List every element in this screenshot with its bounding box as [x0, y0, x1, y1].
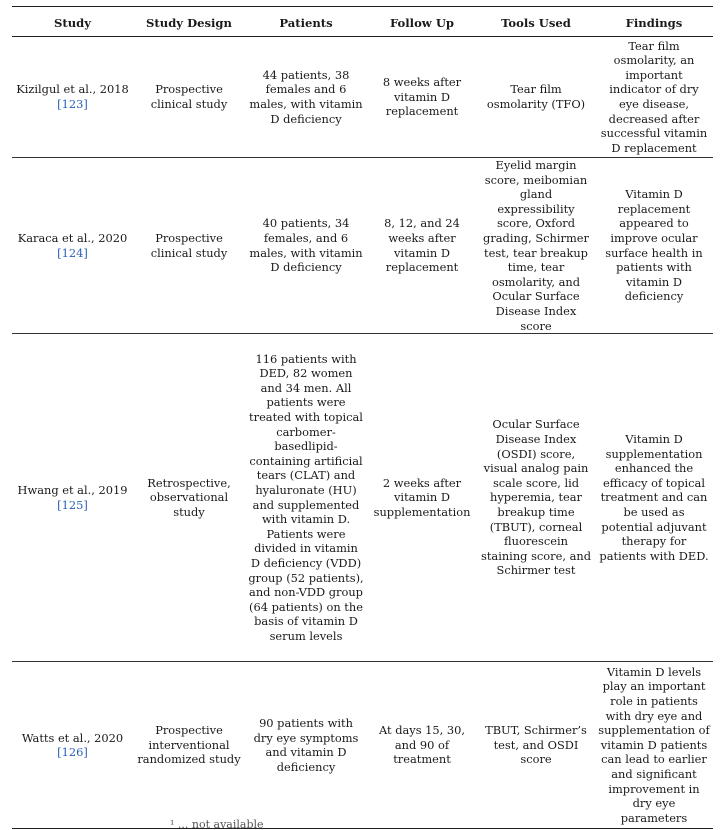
tools-cell: Tear film osmolarity (TFO)	[477, 37, 595, 158]
header-tools-used: Tools Used	[477, 7, 595, 37]
study-name: Kizilgul et al., 2018	[16, 82, 129, 97]
table-header-row	[12, 7, 713, 37]
tools-cell: Ocular Surface Disease Index (OSDI) score, visual analog pain scale score, lid hyperemia, tear breakup time (TBUT), corneal fluorescein staining score, and Schirmer test	[477, 334, 595, 662]
findings-cell: Vitamin D supplementation enhanced the efficacy of topical treatment and can be used as potential adjuvant therapy for patients with DED.	[595, 334, 713, 662]
study-design-cell: Retrospective, observational study	[133, 334, 245, 662]
footnote-fragment: ¹ ... not available	[170, 818, 264, 830]
header-study: Study	[12, 7, 133, 37]
table-row	[12, 334, 713, 662]
findings-cell: Tear film osmolarity, an important indicator of dry eye disease, decreased after successful vitamin D replacement	[595, 37, 713, 158]
findings-cell: Vitamin D levels play an important role in patients with dry eye and supplementation of vitamin D patients can lead to earlier and significant improvement in dry eye parameters	[595, 662, 713, 829]
patients-cell: 44 patients, 38 females and 6 males, with vitamin D deficiency	[245, 37, 367, 158]
findings-cell: Vitamin D replacement appeared to improve ocular surface health in patients with vitamin D deficiency	[595, 158, 713, 334]
header-patients: Patients	[245, 7, 367, 37]
study-name: Karaca et al., 2020	[17, 230, 128, 245]
follow-up-cell: 8 weeks after vitamin D replacement	[367, 37, 477, 158]
tools-cell: TBUT, Schirmer’s test, and OSDI score	[477, 662, 595, 829]
header-study-design: Study Design	[133, 7, 245, 37]
patients-cell: 40 patients, 34 females, and 6 males, with vitamin D deficiency	[245, 158, 367, 334]
reference-link[interactable]: [123]	[57, 97, 88, 111]
reference-link[interactable]: [125]	[57, 497, 88, 512]
table-row	[12, 662, 713, 829]
tools-cell: Eyelid margin score, meibomian gland expressibility score, Oxford grading, Schirmer test, tear breakup time, tear osmolarity, and Ocular Surface Disease Index score	[477, 158, 595, 334]
study-name: Hwang et al., 2019	[17, 483, 128, 498]
table-row	[12, 158, 713, 334]
study-design-cell: Prospective clinical study	[133, 37, 245, 158]
table-row	[12, 37, 713, 158]
study-cell	[12, 37, 133, 158]
study-cell	[12, 662, 133, 829]
patients-cell: 116 patients with DED, 82 women and 34 men. All patients were treated with topical carbomer-basedlipid-containing artificial tears (CLAT) and hyaluronate (HU) and supplemented with vitamin D. Patients were divided in vitamin D deficiency (VDD) group (52 patients), and non-VDD group (64 patients) on the basis of vitamin D serum levels	[245, 334, 367, 662]
follow-up-cell: 8, 12, and 24 weeks after vitamin D replacement	[367, 158, 477, 334]
study-design-cell: Prospective interventional randomized study	[133, 662, 245, 829]
follow-up-cell: 2 weeks after vitamin D supplementation	[367, 334, 477, 662]
header-follow-up: Follow Up	[367, 7, 477, 37]
studies-table	[12, 6, 713, 829]
patients-cell: 90 patients with dry eye symptoms and vitamin D deficiency	[245, 662, 367, 829]
header-findings: Findings	[595, 7, 713, 37]
follow-up-cell: At days 15, 30, and 90 of treatment	[367, 662, 477, 829]
reference-link[interactable]: [126]	[57, 745, 88, 760]
study-cell	[12, 158, 133, 334]
study-name: Watts et al., 2020	[21, 730, 124, 745]
study-design-cell: Prospective clinical study	[133, 158, 245, 334]
study-cell	[12, 334, 133, 662]
reference-link[interactable]: [124]	[57, 245, 88, 260]
